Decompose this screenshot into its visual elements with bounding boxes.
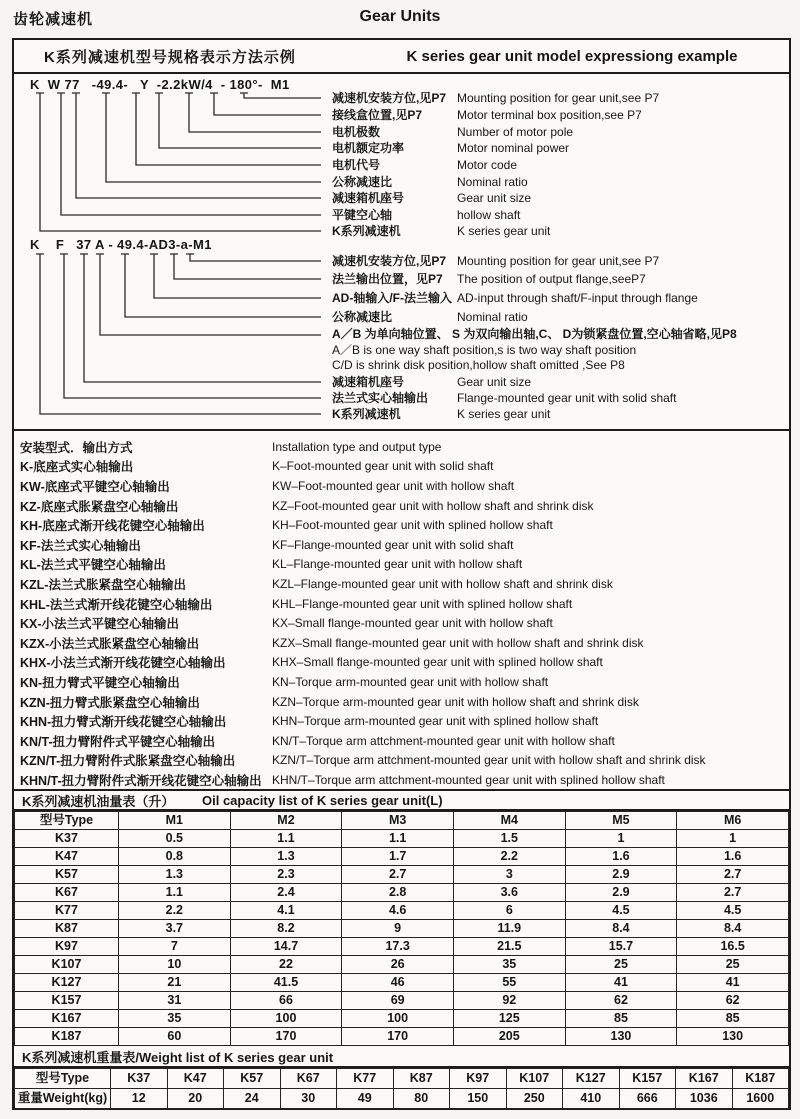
list-item-zh: KH-底座式渐开线花键空心轴输出 [20,519,205,534]
box-title-zh: K系列减速机型号规格表示方法示例 [44,48,296,66]
oil-value-cell: 16.5 [677,938,789,956]
oil-table-header-cell: M1 [119,812,231,830]
list-item [14,594,789,614]
weight-value-cell: 24 [224,1089,281,1109]
oil-value-cell: 100 [230,1010,342,1028]
label-en: hollow shaft [457,208,521,222]
oil-value-cell: 1.6 [565,848,677,866]
list-item-en: KZN–Torque arm-mounted gear unit with hollow shaft and shrink disk [272,694,639,709]
oil-value-cell: 1.5 [453,830,565,848]
weight-model-cell: 型号Type [15,1069,111,1089]
oil-table-row [15,866,789,884]
oil-value-cell: 41.5 [230,974,342,992]
diagram1-label [14,107,789,123]
oil-value-cell: 2.3 [230,866,342,884]
oil-value-cell: 41 [677,974,789,992]
weight-value-cell: 20 [167,1089,224,1109]
oil-value-cell: 26 [342,956,454,974]
list-item-zh: KHX-小法兰式渐开线花键空心轴输出 [20,656,226,671]
model-cell: K187 [15,1028,119,1046]
weight-value-cell: 150 [450,1089,507,1109]
oil-value-cell: 1.3 [230,848,342,866]
label-zh: A／B 为单向轴位置、 S 为双向输出轴,C、 D为锁紧盘位置,空心轴省略,见P8 [332,327,737,341]
list-item-en: KW–Foot-mounted gear unit with hollow shaft [272,478,515,493]
list-item-zh: KZX-小法兰式胀紧盘空心轴输出 [20,636,200,651]
list-item-en: KZL–Flange-mounted gear unit with hollow shaft and shrink disk [272,576,613,591]
label-zh: 减速机安装方位,见P7 [332,254,447,268]
label-en: Motor nominal power [457,141,570,155]
model-cell: K157 [15,992,119,1010]
list-item-en: KHL–Flange-mounted gear unit with splined hollow shaft [272,596,573,611]
list-item-zh: K-底座式实心轴输出 [20,460,134,475]
oil-value-cell: 66 [230,992,342,1010]
oil-table-row [15,938,789,956]
list-item-en: KHN–Torque arm-mounted gear unit with splined hollow shaft [272,714,599,729]
model-cell: K167 [15,1010,119,1028]
list-item-en: KN–Torque arm-mounted gear unit with hollow shaft [272,674,549,689]
diagram2-label [14,253,789,269]
diagram1-label [14,157,789,173]
oil-table-title-zh: K系列减速机油量表（升） [22,793,175,809]
model-code-1: K W 77 -49.4- Y -2.2kW/4 - 180°- M1 [30,77,290,92]
content-frame [12,38,791,1110]
list-item-en: KN/T–Torque arm attchment-mounted gear unit with hollow shaft [272,733,615,748]
label-en: Gear unit size [457,191,532,205]
label-en: Flange-mounted gear unit with solid shaft [457,391,677,405]
diagram2-label [14,290,789,306]
oil-value-cell: 14.7 [230,938,342,956]
oil-value-cell: 25 [565,956,677,974]
list-item-en: KF–Flange-mounted gear unit with solid shaft [272,537,514,552]
list-item-zh: KX-小法兰式平键空心轴输出 [20,617,180,632]
oil-table-header-cell: 型号Type [15,812,119,830]
model-code-diagrams [14,74,789,429]
oil-value-cell: 8.2 [230,920,342,938]
oil-table-header-row [15,812,789,830]
weight-table [14,1068,789,1109]
list-item-en: KZ–Foot-mounted gear unit with hollow shaft and shrink disk [272,498,594,513]
weight-value-cell: 410 [563,1089,620,1109]
weight-model-cell: K47 [167,1069,224,1089]
list-item [14,633,789,653]
list-item [14,653,789,673]
list-item [14,496,789,516]
oil-value-cell: 62 [677,992,789,1010]
list-item-en: KZN/T–Torque arm attchment-mounted gear unit with hollow shaft and shrink disk [272,753,706,768]
box-title-row [14,40,789,74]
oil-value-cell: 3 [453,866,565,884]
model-cell: K57 [15,866,119,884]
label-en: Motor terminal box position,see P7 [457,108,642,122]
label-en: A／B is one way shaft position,s is two way shaft position [332,342,637,357]
weight-model-cell: K67 [280,1069,337,1089]
diagram2-label [14,374,789,390]
label-zh: 公称减速比 [332,310,393,324]
weight-model-cell: K127 [563,1069,620,1089]
list-item-zh: KHN/T-扭力臂附件式渐开线花键空心轴输出 [20,773,262,788]
label-zh: 电机额定功率 [332,141,405,155]
model-cell: K127 [15,974,119,992]
oil-value-cell: 1 [677,830,789,848]
diagram2-label [14,390,789,406]
diagram2-label [14,271,789,287]
list-item [14,476,789,496]
oil-value-cell: 4.1 [230,902,342,920]
diagram1-label [14,140,789,156]
oil-table-title-en: Oil capacity list of K series gear unit(L) [202,792,443,808]
oil-value-cell: 8.4 [565,920,677,938]
label-zh: 减速箱机座号 [332,375,405,389]
weight-table-value-row [15,1089,789,1109]
diagram1-label [14,124,789,140]
oil-table-header-cell: M6 [677,812,789,830]
label-en: The position of output flange,seeP7 [457,272,646,286]
diagram1-label [14,174,789,190]
oil-value-cell: 35 [453,956,565,974]
oil-value-cell: 69 [342,992,454,1010]
oil-value-cell: 0.8 [119,848,231,866]
list-item-zh: KHL-法兰式渐开线花键空心轴输出 [20,597,213,612]
list-item-zh: KZN/T-扭力臂附件式胀紧盘空心轴输出 [20,754,236,769]
model-cell: K77 [15,902,119,920]
diagram1-label [14,223,789,239]
oil-value-cell: 22 [230,956,342,974]
model-code-2: K F 37 A - 49.4-AD3-a-M1 [30,237,212,252]
label-en: C/D is shrink disk position,hollow shaft omitted ,See P8 [332,358,625,372]
label-zh: 电机代号 [332,158,381,172]
list-item-zh: KHN-扭力臂式渐开线花键空心轴输出 [20,715,227,730]
oil-value-cell: 10 [119,956,231,974]
weight-model-cell: K167 [676,1069,733,1089]
list-item [14,751,789,771]
page-title-zh: 齿轮减速机 [13,11,94,28]
oil-table-row [15,884,789,902]
label-zh: AD-轴输入/F-法兰输入 [332,291,452,305]
oil-value-cell: 1.1 [342,830,454,848]
list-item-en: KHX–Small flange-mounted gear unit with splined hollow shaft [272,655,603,670]
list-item-zh: KF-法兰式实心轴输出 [20,538,141,553]
oil-value-cell: 46 [342,974,454,992]
weight-model-cell: K57 [224,1069,281,1089]
oil-value-cell: 205 [453,1028,565,1046]
weight-value-cell: 1600 [732,1089,789,1109]
list-item-en: KX–Small flange-mounted gear unit with hollow shaft [272,616,553,631]
weight-model-cell: K187 [732,1069,789,1089]
list-item [14,613,789,633]
oil-value-cell: 3.6 [453,884,565,902]
oil-table-row [15,902,789,920]
label-zh: 减速机安装方位,见P7 [332,91,447,105]
oil-value-cell: 92 [453,992,565,1010]
list-item-zh: KN/T-扭力臂附件式平键空心轴输出 [20,734,216,749]
label-en: Nominal ratio [457,175,528,189]
oil-value-cell: 4.5 [677,902,789,920]
oil-value-cell: 62 [565,992,677,1010]
model-cell: K37 [15,830,119,848]
oil-value-cell: 60 [119,1028,231,1046]
installation-type-list [14,429,789,789]
oil-table-header-cell: M3 [342,812,454,830]
oil-table-row [15,1010,789,1028]
oil-table-header-cell: M4 [453,812,565,830]
oil-value-cell: 1.1 [119,884,231,902]
oil-value-cell: 41 [565,974,677,992]
oil-value-cell: 85 [565,1010,677,1028]
label-zh: K系列减速机 [332,407,401,421]
oil-value-cell: 17.3 [342,938,454,956]
oil-value-cell: 8.4 [677,920,789,938]
label-en: Nominal ratio [457,310,528,324]
label-zh: 法兰式实心轴输出 [332,391,429,405]
oil-value-cell: 1.3 [119,866,231,884]
weight-model-cell: K97 [450,1069,507,1089]
oil-table-row [15,848,789,866]
label-zh: 平键空心轴 [332,208,393,222]
oil-value-cell: 6 [453,902,565,920]
oil-value-cell: 31 [119,992,231,1010]
oil-value-cell: 4.5 [565,902,677,920]
weight-value-cell: 重量Weight(kg) [15,1089,111,1109]
oil-value-cell: 1 [565,830,677,848]
label-en: K series gear unit [457,224,551,238]
weight-model-cell: K107 [506,1069,563,1089]
weight-model-cell: K157 [619,1069,676,1089]
diagram1-label [14,190,789,206]
model-cell: K67 [15,884,119,902]
diagram1-label [14,90,789,106]
list-item [14,535,789,555]
oil-value-cell: 100 [342,1010,454,1028]
oil-table-row [15,920,789,938]
weight-value-cell: 80 [393,1089,450,1109]
model-cell: K107 [15,956,119,974]
diagram2-label-shaft-position [332,327,787,374]
weight-model-cell: K87 [393,1069,450,1089]
model-cell: K97 [15,938,119,956]
type-list-items [14,457,789,789]
label-en: AD-input through shaft/F-input through flange [457,291,698,305]
oil-value-cell: 2.7 [677,884,789,902]
oil-value-cell: 1.1 [230,830,342,848]
model-cell: K87 [15,920,119,938]
oil-value-cell: 15.7 [565,938,677,956]
list-item [14,731,789,751]
list-item-zh: KN-扭力臂式平键空心轴输出 [20,675,180,690]
list-item-en: K–Foot-mounted gear unit with solid shaft [272,459,494,474]
label-en: Mounting position for gear unit,see P7 [457,91,660,105]
weight-value-cell: 12 [111,1089,168,1109]
list-item-en: KZX–Small flange-mounted gear unit with hollow shaft and shrink disk [272,635,644,650]
oil-table-title [14,789,789,811]
oil-table-row [15,992,789,1010]
page-title-en: Gear Units [359,8,441,25]
list-item [14,672,789,692]
list-item-en: KHN/T–Torque arm attchment-mounted gear unit with splined hollow shaft [272,772,665,787]
oil-value-cell: 2.9 [565,884,677,902]
label-zh: 公称减速比 [332,175,393,189]
list-item [14,574,789,594]
oil-table-header-cell: M5 [565,812,677,830]
list-item [14,692,789,712]
oil-value-cell: 170 [342,1028,454,1046]
oil-value-cell: 170 [230,1028,342,1046]
oil-value-cell: 35 [119,1010,231,1028]
oil-value-cell: 2.9 [565,866,677,884]
weight-value-cell: 666 [619,1089,676,1109]
weight-value-cell: 1036 [676,1089,733,1109]
oil-capacity-table [14,811,789,1046]
weight-model-cell: K77 [337,1069,394,1089]
list-item-zh: KW-底座式平键空心轴输出 [20,479,170,494]
oil-value-cell: 2.2 [119,902,231,920]
label-zh: K系列减速机 [332,224,401,238]
label-zh: 接线盒位置,见P7 [332,108,423,122]
list-item-zh: KZ-底座式胀紧盘空心轴输出 [20,499,179,514]
label-en: K series gear unit [457,407,551,421]
oil-value-cell: 130 [677,1028,789,1046]
oil-value-cell: 130 [565,1028,677,1046]
diagram2-label [14,309,789,325]
diagram1-label [14,207,789,223]
oil-value-cell: 21 [119,974,231,992]
oil-value-cell: 0.5 [119,830,231,848]
type-list-header [14,437,789,457]
list-item [14,770,789,789]
list-item-zh: KZN-扭力臂式胀紧盘空心轴输出 [20,695,200,710]
oil-value-cell: 85 [677,1010,789,1028]
oil-table-row [15,974,789,992]
oil-value-cell: 2.8 [342,884,454,902]
label-zh: 减速箱机座号 [332,191,405,205]
weight-table-model-row [15,1069,789,1089]
oil-value-cell: 7 [119,938,231,956]
diagram2-label [14,406,789,422]
page-header [0,4,800,34]
weight-value-cell: 30 [280,1089,337,1109]
list-item [14,515,789,535]
oil-table-row [15,956,789,974]
oil-value-cell: 2.7 [342,866,454,884]
label-en: Gear unit size [457,375,532,389]
type-list-header-en: Installation type and output type [272,439,442,454]
oil-value-cell: 25 [677,956,789,974]
label-en: Motor code [457,158,518,172]
list-item-en: KH–Foot-mounted gear unit with splined hollow shaft [272,518,553,533]
oil-value-cell: 2.4 [230,884,342,902]
list-item-zh: KL-法兰式平键空心轴输出 [20,558,166,573]
weight-value-cell: 250 [506,1089,563,1109]
oil-value-cell: 2.7 [677,866,789,884]
list-item-zh: KZL-法兰式胀紧盘空心轴输出 [20,577,186,592]
model-cell: K47 [15,848,119,866]
oil-value-cell: 1.6 [677,848,789,866]
oil-value-cell: 125 [453,1010,565,1028]
weight-table-title-text: K系列减速机重量表/Weight list of K series gear unit [22,1049,334,1065]
weight-model-cell: K37 [111,1069,168,1089]
oil-table-row [15,830,789,848]
list-item [14,711,789,731]
list-item [14,457,789,477]
oil-value-cell: 1.7 [342,848,454,866]
oil-value-cell: 4.6 [342,902,454,920]
list-item-en: KL–Flange-mounted gear unit with hollow shaft [272,557,523,572]
oil-value-cell: 21.5 [453,938,565,956]
box-title-en: K series gear unit model expressiong example [406,47,738,65]
oil-value-cell: 2.2 [453,848,565,866]
type-list-header-zh: 安装型式．输出方式 [20,440,133,455]
weight-value-cell: 49 [337,1089,394,1109]
oil-table-header-cell: M2 [230,812,342,830]
oil-table-row [15,1028,789,1046]
oil-value-cell: 9 [342,920,454,938]
oil-value-cell: 55 [453,974,565,992]
label-zh: 电机极数 [332,125,381,139]
label-en: Number of motor pole [457,125,574,139]
label-en: Mounting position for gear unit,see P7 [457,254,660,268]
weight-table-title [14,1046,789,1068]
oil-value-cell: 3.7 [119,920,231,938]
oil-value-cell: 11.9 [453,920,565,938]
label-zh: 法兰输出位置，见P7 [332,272,443,286]
list-item [14,555,789,575]
